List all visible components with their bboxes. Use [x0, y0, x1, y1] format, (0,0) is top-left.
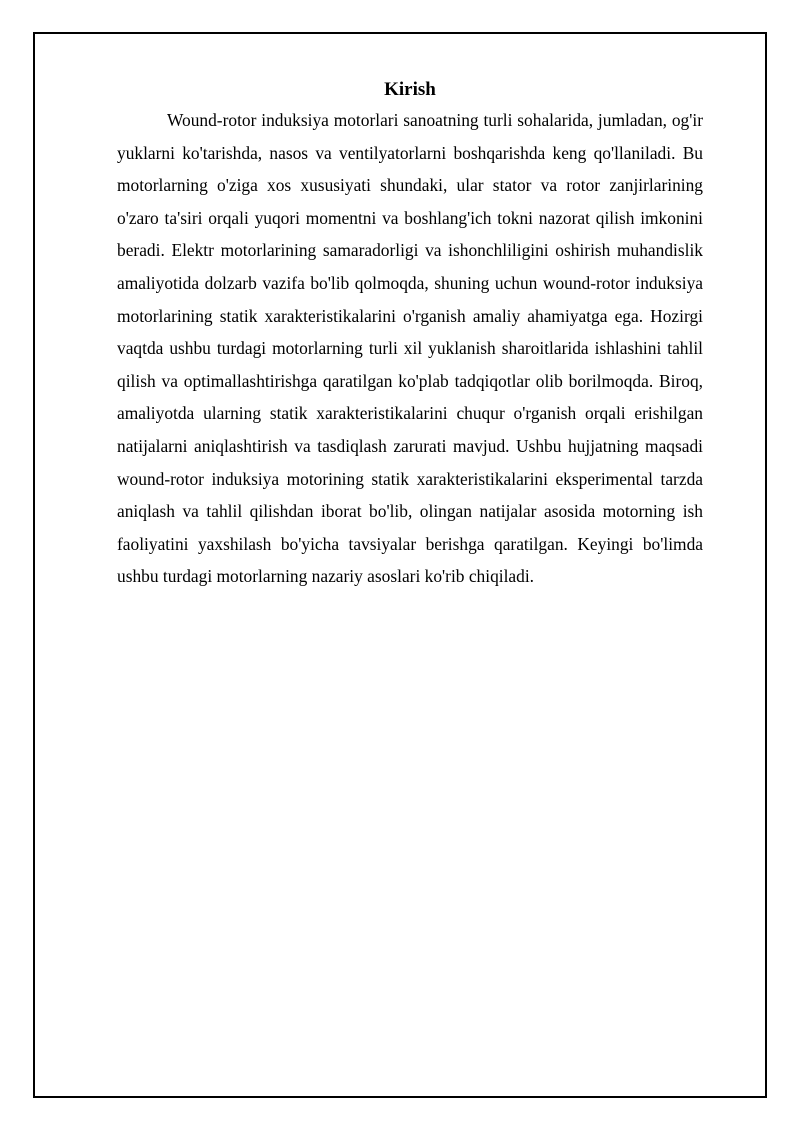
document-title: Kirish	[384, 79, 436, 100]
document-body	[117, 78, 703, 593]
page-border	[33, 32, 767, 1098]
introduction-paragraph: Wound-rotor induksiya motorlari sanoatning turli sohalarida, jumladan, og'ir yuklarni ko'tarishda, nasos va ventilyatorlarni boshqarishda keng qo'llaniladi. Bu motorlarning o'ziga xos xususiyati shundaki, ular stator va rotor zanjirlarining o'zaro ta'siri orqali yuqori momentni va boshlang'ich tokni nazorat qilish imkonini beradi. Elektr motorlarining samaradorligi va ishonchliligini oshirish muhandislik amaliyotida dolzarb vazifa bo'lib qolmoqda, shuning uchun wound-rotor induksiya motorlarining statik xarakteristikalarini o'rganish amaliy ahamiyatga ega. Hozirgi vaqtda ushbu turdagi motorlarning turli xil yuklanish sharoitlarida ishlashini tahlil qilish va optimallashtirishga qaratilgan ko'plab tadqiqotlar olib borilmoqda. Biroq, amaliyotda ularning statik xarakteristikalarini chuqur o'rganish orqali erishilgan natijalarni aniqlashtirish va tasdiqlash zarurati mavjud. Ushbu hujjatning maqsadi wound-rotor induksiya motorining statik xarakteristikalarini eksperimental tarzda aniqlash va tahlil qilishdan iborat bo'lib, olingan natijalar asosida motorning ish faoliyatini yaxshilash bo'yicha tavsiyalar berishga qaratilgan. Keyingi bo'limda ushbu turdagi motorlarning nazariy asoslari ko'rib chiqiladi.	[117, 110, 703, 587]
